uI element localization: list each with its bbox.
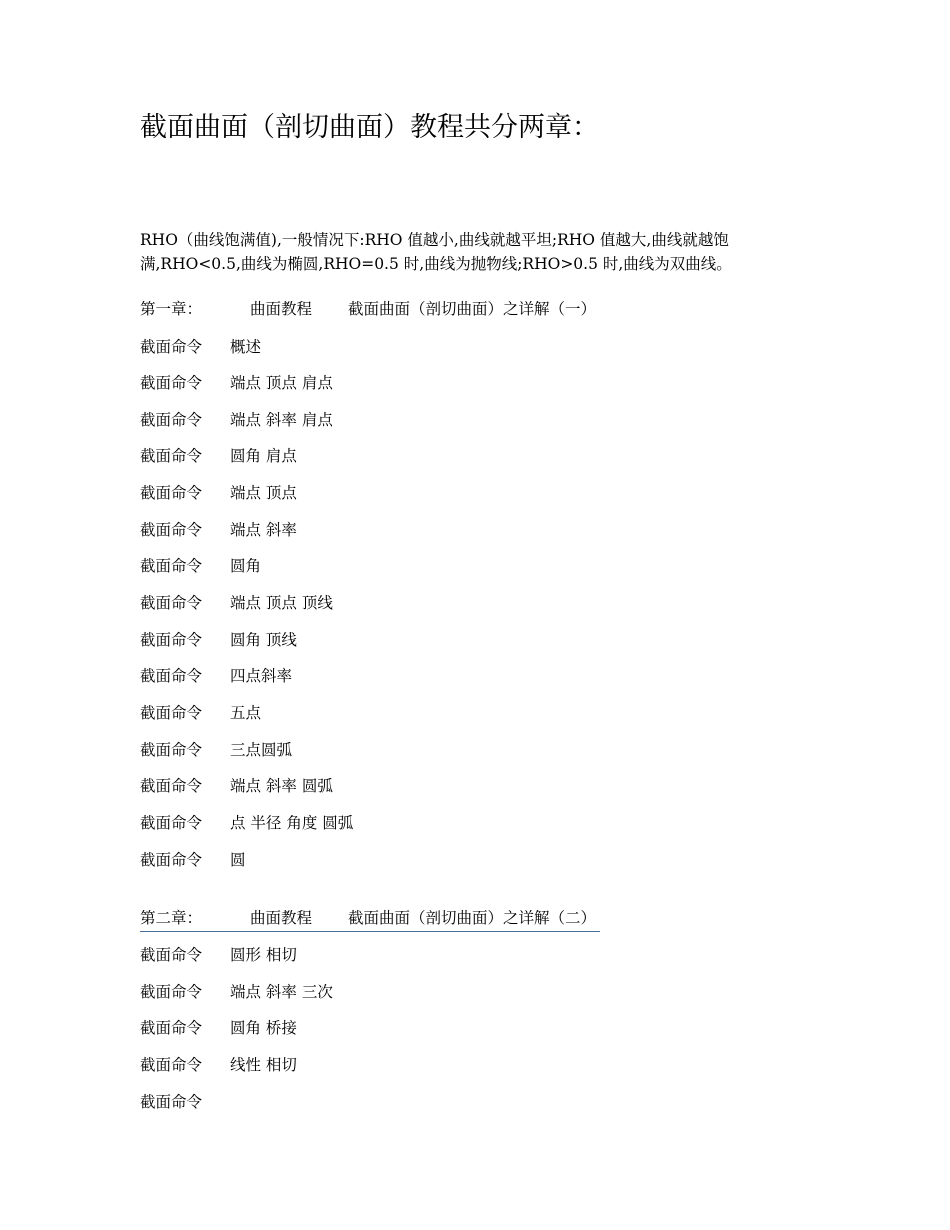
command-desc: 端点 斜率: [230, 521, 297, 539]
command-label: 截面命令: [140, 814, 203, 832]
chapter-1-heading: [140, 297, 596, 321]
list-item: [140, 738, 292, 762]
command-label: 截面命令: [140, 484, 203, 502]
command-label: 截面命令: [140, 983, 203, 1001]
rho-intro-paragraph: RHO（曲线饱满值),一般情况下:RHO 值越小,曲线就越平坦;RHO 值越大,曲线就越饱满,RHO<0.5,曲线为椭圆,RHO=0.5 时,曲线为抛物线;RHO>0.5 时,曲线为双曲线。: [140, 231, 732, 273]
list-item: [140, 554, 261, 578]
list-item: [140, 980, 333, 1004]
command-label: 截面命令: [140, 777, 203, 795]
list-item: [140, 1016, 297, 1040]
command-desc: 端点 斜率 三次: [230, 983, 333, 1001]
chapter-2-label: 第二章：: [140, 909, 203, 927]
list-item: [140, 811, 353, 835]
command-label: 截面命令: [140, 338, 203, 356]
list-item: [140, 371, 333, 395]
command-desc: 端点 斜率 肩点: [230, 411, 333, 429]
command-desc: 端点 斜率 圆弧: [230, 777, 333, 795]
chapter-2-heading: [140, 906, 600, 932]
command-desc: 圆角: [230, 557, 262, 575]
document-title: 截面曲面（剖切曲面）教程共分两章：: [140, 112, 599, 143]
command-label: 截面命令: [140, 1019, 203, 1037]
command-label: 截面命令: [140, 374, 203, 392]
command-desc: 圆角 顶线: [230, 631, 297, 649]
list-item: [140, 943, 297, 967]
command-desc: 端点 顶点: [230, 484, 297, 502]
command-label: 截面命令: [140, 1093, 203, 1111]
list-item: [140, 481, 297, 505]
command-desc: 三点圆弧: [230, 741, 293, 759]
command-desc: 四点斜率: [230, 667, 293, 685]
command-desc: 点 半径 角度 圆弧: [230, 814, 354, 832]
chapter-1-label: 第一章：: [140, 300, 203, 318]
command-label: 截面命令: [140, 946, 203, 964]
list-item: [140, 518, 297, 542]
command-label: 截面命令: [140, 851, 203, 869]
list-item: [140, 628, 297, 652]
list-item: [140, 335, 261, 359]
command-desc: 圆: [230, 851, 246, 869]
command-label: 截面命令: [140, 557, 203, 575]
command-label: 截面命令: [140, 447, 203, 465]
command-desc: 线性 相切: [230, 1056, 297, 1074]
list-item: [140, 1090, 230, 1114]
command-label: 截面命令: [140, 411, 203, 429]
list-item: [140, 591, 333, 615]
chapter-1-course: 曲面教程: [250, 300, 313, 318]
command-desc: 概述: [230, 338, 262, 356]
list-item: [140, 444, 297, 468]
list-item: [140, 774, 333, 798]
command-label: 截面命令: [140, 741, 203, 759]
command-desc: 圆形 相切: [230, 946, 297, 964]
command-desc: 端点 顶点 肩点: [230, 374, 333, 392]
command-label: 截面命令: [140, 521, 203, 539]
list-item: [140, 701, 261, 725]
list-item: [140, 664, 292, 688]
list-item: [140, 1053, 297, 1077]
command-desc: 五点: [230, 704, 262, 722]
command-label: 截面命令: [140, 667, 203, 685]
chapter-2-name: 截面曲面（剖切曲面）之详解（二）: [348, 909, 597, 927]
command-label: 截面命令: [140, 594, 203, 612]
command-desc: 圆角 桥接: [230, 1019, 297, 1037]
list-item: [140, 848, 246, 872]
chapter-1-name: 截面曲面（剖切曲面）之详解（一）: [348, 300, 597, 318]
command-label: 截面命令: [140, 631, 203, 649]
command-label: 截面命令: [140, 1056, 203, 1074]
command-desc: 圆角 肩点: [230, 447, 297, 465]
list-item: [140, 408, 333, 432]
chapter-2-course: 曲面教程: [250, 909, 313, 927]
command-label: 截面命令: [140, 704, 203, 722]
command-desc: 端点 顶点 顶线: [230, 594, 333, 612]
